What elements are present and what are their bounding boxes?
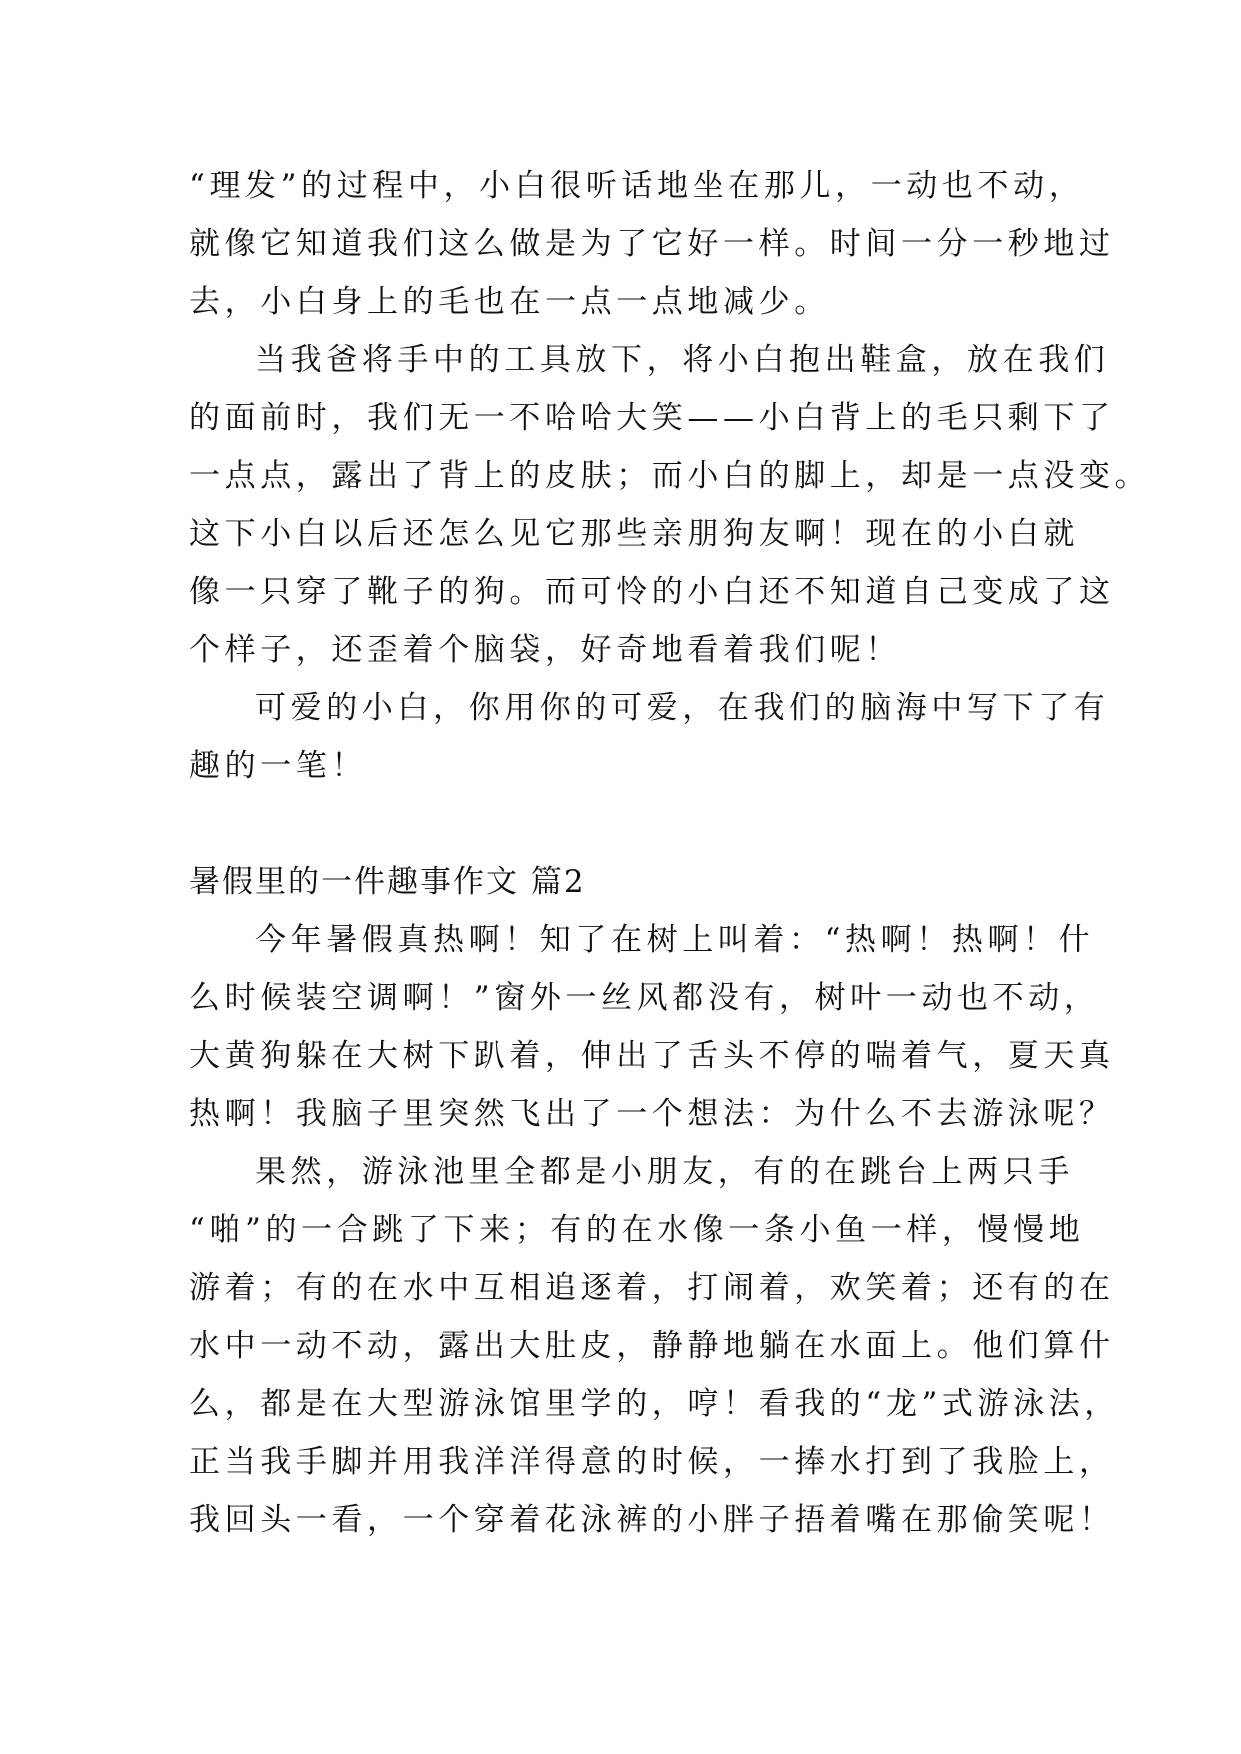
paragraph-line: 趣的一笔！: [189, 748, 367, 784]
paragraph-line: 我回头一看，一个穿着花泳裤的小胖子捂着嘴在那偷笑呢！: [189, 1502, 1115, 1538]
paragraph-line: 么，都是在大型游泳馆里学的，哼！看我的“龙”式游泳法，: [189, 1386, 1120, 1422]
paragraph-line: 当我爸将手中的工具放下，将小白抱出鞋盒，放在我们: [255, 342, 1110, 378]
paragraph-line: “啪”的一合跳了下来；有的在水像一条小鱼一样，慢慢地: [189, 1212, 1085, 1248]
paragraph-line: 热啊！我脑子里突然飞出了一个想法：为什么不去游泳呢？: [189, 1096, 1115, 1132]
paragraph-line: 的面前时，我们无一不哈哈大笑——小白背上的毛只剩下了: [189, 400, 1115, 436]
paragraph-line: 水中一动不动，露出大肚皮，静静地躺在水面上。他们算什: [189, 1328, 1115, 1364]
paragraph-line: 就像它知道我们这么做是为了它好一样。时间一分一秒地过: [189, 226, 1115, 262]
section-heading: 暑假里的一件趣事作文 篇2: [189, 864, 586, 900]
paragraph-line: 大黄狗躲在大树下趴着，伸出了舌头不停的喘着气，夏天真: [189, 1038, 1115, 1074]
paragraph-line: 可爱的小白，你用你的可爱，在我们的脑海中写下了有: [255, 690, 1110, 726]
paragraph-line: 么时候装空调啊！”窗外一丝风都没有，树叶一动也不动，: [189, 980, 1100, 1016]
paragraph-line: 游着；有的在水中互相追逐着，打闹着，欢笑着；还有的在: [189, 1270, 1115, 1306]
paragraph-line: 一点点，露出了背上的皮肤；而小白的脚上，却是一点没变。: [189, 458, 1151, 494]
paragraph-line: 个样子，还歪着个脑袋，好奇地看着我们呢！: [189, 632, 901, 668]
paragraph-line: “理发”的过程中，小白很听话地坐在那儿，一动也不动，: [189, 168, 1085, 204]
paragraph-line: 像一只穿了靴子的狗。而可怜的小白还不知道自己变成了这: [189, 574, 1115, 610]
paragraph-line: 果然，游泳池里全都是小朋友，有的在跳台上两只手: [255, 1154, 1074, 1190]
paragraph-line: 今年暑假真热啊！知了在树上叫着：“热啊！热啊！什: [255, 922, 1095, 958]
paragraph-line: 正当我手脚并用我洋洋得意的时候，一捧水打到了我脸上，: [189, 1444, 1115, 1480]
paragraph-line: 这下小白以后还怎么见它那些亲朋狗友啊！现在的小白就: [189, 516, 1079, 552]
paragraph-line: 去，小白身上的毛也在一点一点地减少。: [189, 284, 830, 320]
